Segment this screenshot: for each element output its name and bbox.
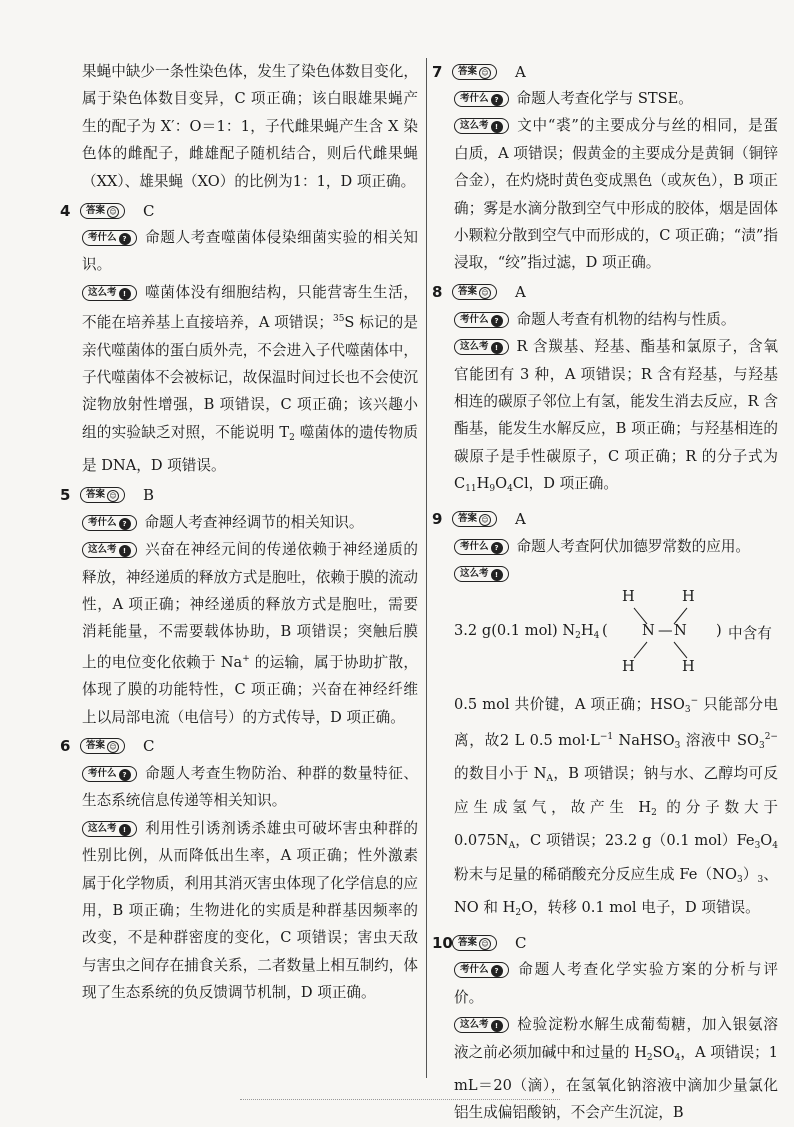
question-icon: ? [491, 542, 503, 554]
answer-value: C [143, 737, 155, 756]
zen-text: 文中“裘”的主要成分与丝的相同，是蛋白质，A 项错误；假黄金的主要成分是黄铜（铜锌合金），在灼烧时黄色变成黑色（或灰色），B 项正确；雾是水滴分散到空气中形成的胶体，烟是固体小颗粒分散到空气中而形成的，C 项正确；“渍”指浸取，“绞”指过滤，D 项正确。 [454, 117, 778, 272]
column-divider [426, 58, 427, 1078]
intro-text: 果蝇中缺少一条性染色体，发生了染色体数目变化，属于染色体数目变异，C 项正确；该白眼雄果蝇产生的配子为 X′：O＝1：1，子代雌果蝇产生含 X 染色体的雌配子，雌雄配子随机结合，则后代雌果蝇（XX）、雄果蝇（XO）的比例为1：1，D 项正确。 [82, 63, 418, 190]
kao-tag: 考什么 ? [82, 515, 137, 531]
question-icon: ? [491, 315, 503, 327]
kao-tag: 考什么 ? [454, 91, 509, 107]
zen-text: R 含羰基、羟基、酯基和氯原子，含氧官能团有 3 种，A 项错误；R 含有羟基，与羟基相连的碳原子邻位上有氢，能发生消去反应，R 含酯基，能发生水解反应，B 项正确；与羟基相连的碳原子是手性碳原子，C 项正确；R 的分子式为 $C_{11}H_9O_4Cl$，D 项正确。 [454, 338, 778, 495]
question-icon: ? [119, 233, 131, 245]
exclaim-icon: ! [491, 569, 503, 581]
question-8 [432, 279, 778, 504]
question-number: 4 [60, 201, 71, 220]
question-icon: ? [491, 965, 503, 977]
answer-tag: 答案 ☺ [452, 935, 497, 951]
question-4 [60, 197, 419, 480]
answer-tag: 答案 ☺ [452, 284, 497, 300]
smile-icon: ☺ [107, 206, 119, 218]
question-number: 6 [60, 737, 71, 756]
question-5 [60, 482, 418, 731]
answer-value: C [143, 201, 155, 220]
question-7 [432, 58, 778, 277]
zen-tag: 这么考 ! [82, 285, 137, 301]
atom-h: H [682, 657, 695, 675]
kao-text: 命题人考查阿伏加德罗常数的应用。 [516, 537, 751, 555]
question-6 [60, 733, 418, 1007]
answer-value: A [515, 62, 526, 81]
atom-h: H [622, 587, 635, 605]
question-number: 9 [432, 510, 443, 529]
kao-tag: 考什么 ? [454, 312, 509, 328]
exclaim-icon: ! [491, 342, 503, 354]
kao-text: 命题人考查有机物的结构与性质。 [516, 310, 736, 328]
exclaim-icon: ! [119, 288, 131, 300]
exclaim-icon: ! [491, 121, 503, 133]
kao-text: 命题人考查化学实验方案的分析与评价。 [454, 961, 778, 1006]
answer-tag: 答案 ☺ [80, 738, 125, 754]
atom-h: H [622, 657, 635, 675]
contains-text: 中含有 [728, 624, 772, 642]
question-icon: ? [119, 518, 131, 530]
answer-value: A [515, 283, 526, 302]
zen-tag: 这么考 ! [454, 1017, 509, 1033]
question-icon: ? [491, 94, 503, 106]
answer-tag: 答案 ☺ [452, 64, 497, 80]
smile-icon: ☺ [479, 514, 491, 526]
answer-value: A [515, 510, 526, 529]
question-number: 7 [432, 62, 443, 81]
exclaim-icon: ! [119, 545, 131, 557]
kao-text: 命题人考查噬菌体侵染细菌实验的相关知识。 [82, 229, 418, 274]
smile-icon: ☺ [479, 287, 491, 299]
kao-tag: 考什么 ? [454, 539, 509, 555]
question-number: 8 [432, 283, 443, 302]
zen-text: 利用性引诱剂诱杀雄虫可破坏害虫种群的性别比例，从而降低出生率，A 项正确；性外激素属于化学物质，利用其消灭害虫体现了化学信息的应用，B 项正确；生物进化的实质是种群基因频率的改变，不是种群密度的变化，C 项错误；害虫天敌与害虫之间存在捕食关系，二者数量上相互制约，体现了生态系统的负反馈调节机制，D 项正确。 [82, 819, 418, 1002]
smile-icon: ☺ [107, 490, 119, 502]
zen-text: 0.5 mol 共价键，A 项正确；$HSO_3^-$ 只能部分电离，故2 L 0.5 $mol\cdot L^{-1}$ NaHSO$_3$ 溶液中 $SO_3^{2-}$ 的数目小于 $N_A$，B 项错误；钠与水、乙醇均可反应生成氢气，故产生 $H_2$ 的分子数大于 $0.075N_A$，C 项错误；23.2 g（0.1 $mol)Fe_3O_4$ 粉末与足量的稀硝酸充分反应生成 $Fe(NO_3)_3$、NO 和 $H_2O$，转移 0.1 mol 电子，D 项错误。 [454, 695, 779, 918]
zen-tag: 这么考 ! [454, 118, 509, 134]
zen-tag: 这么考 ! [454, 339, 509, 355]
kao-text: 命题人考查化学与 STSE。 [516, 90, 693, 107]
smile-icon: ☺ [479, 938, 491, 950]
answer-value: B [143, 486, 155, 505]
zen-tag: 这么考 ! [454, 566, 509, 582]
question-number: 10 [432, 933, 453, 952]
atom-h: H [682, 587, 695, 605]
kao-text: 命题人考查神经调节的相关知识。 [144, 513, 364, 531]
formula-line: 3.2 g(0.1 mol) $N_2H_4$ [454, 621, 600, 641]
answer-tag: 答案 ☺ [80, 487, 125, 503]
kao-tag: 考什么 ? [82, 766, 137, 782]
question-9 [432, 506, 778, 928]
question-number: 5 [60, 486, 71, 505]
smile-icon: ☺ [107, 741, 119, 753]
answer-tag: 答案 ☺ [452, 511, 497, 527]
bond: — [658, 621, 673, 639]
answer-value: C [515, 933, 527, 952]
zen-tag: 这么考 ! [82, 821, 137, 837]
kao-tag: 考什么 ? [454, 962, 509, 978]
zen-text: 兴奋在神经元间的传递依赖于神经递质的释放，神经递质的释放方式是胞吐，依赖于膜的流动性，A 项正确；神经递质的释放方式是胞吐，需要消耗能量，不需要载体协助，B 项错误；突触后膜上的电位变化依赖于 Na+ 的运输，属于协助扩散，体现了膜的功能特性，C 项正确；兴奋在神经纤维上以局部电流（电信号）的方式传导，D 项正确。 [82, 541, 418, 726]
question-10 [432, 929, 778, 1126]
zen-text: 噬菌体没有细胞结构，只能营寄生生活，不能在培养基上直接培养，A 项错误；$^{35}$S 标记的是亲代噬菌体的蛋白质外壳，不会进入子代噬菌体中，子代噬菌体不会被标记，故保温时间过长也不会使沉淀物放射性增强，B 项错误，C 项正确；该兴趣小组的实验缺乏对照，不能说明 $T_2$ 噬菌体的遗传物质是 DNA，D 项错误。 [82, 283, 419, 475]
atom-n: N [674, 621, 687, 639]
exclaim-icon: ! [119, 824, 131, 836]
hydrazine-structure: H H H H 3.2 g(0.1 mol) $N_2H_4$ ( N — N ) 中含有 [432, 588, 778, 688]
footer-rule [240, 1099, 560, 1102]
atom-n: N [642, 621, 655, 639]
exclaim-icon: ! [491, 1020, 503, 1032]
smile-icon: ☺ [479, 67, 491, 79]
right-column [432, 58, 778, 1127]
left-column [60, 58, 419, 1007]
question-icon: ? [119, 769, 131, 781]
kao-tag: 考什么 ? [82, 230, 137, 246]
answer-tag: 答案 ☺ [80, 203, 125, 219]
zen-tag: 这么考 ! [82, 542, 137, 558]
kao-text: 命题人考查生物防治、种群的数量特征、生态系统信息传递等相关知识。 [82, 764, 418, 810]
zen-text: 检验淀粉水解生成葡萄糖，加入银氨溶液之前必须加碱中和过量的 $H_2SO_4$，A 项错误；1 mL＝20（滴），在氢氧化钠溶液中滴加少量氯化铝生成偏铝酸钠，不会产生沉淀，B [454, 1016, 778, 1122]
